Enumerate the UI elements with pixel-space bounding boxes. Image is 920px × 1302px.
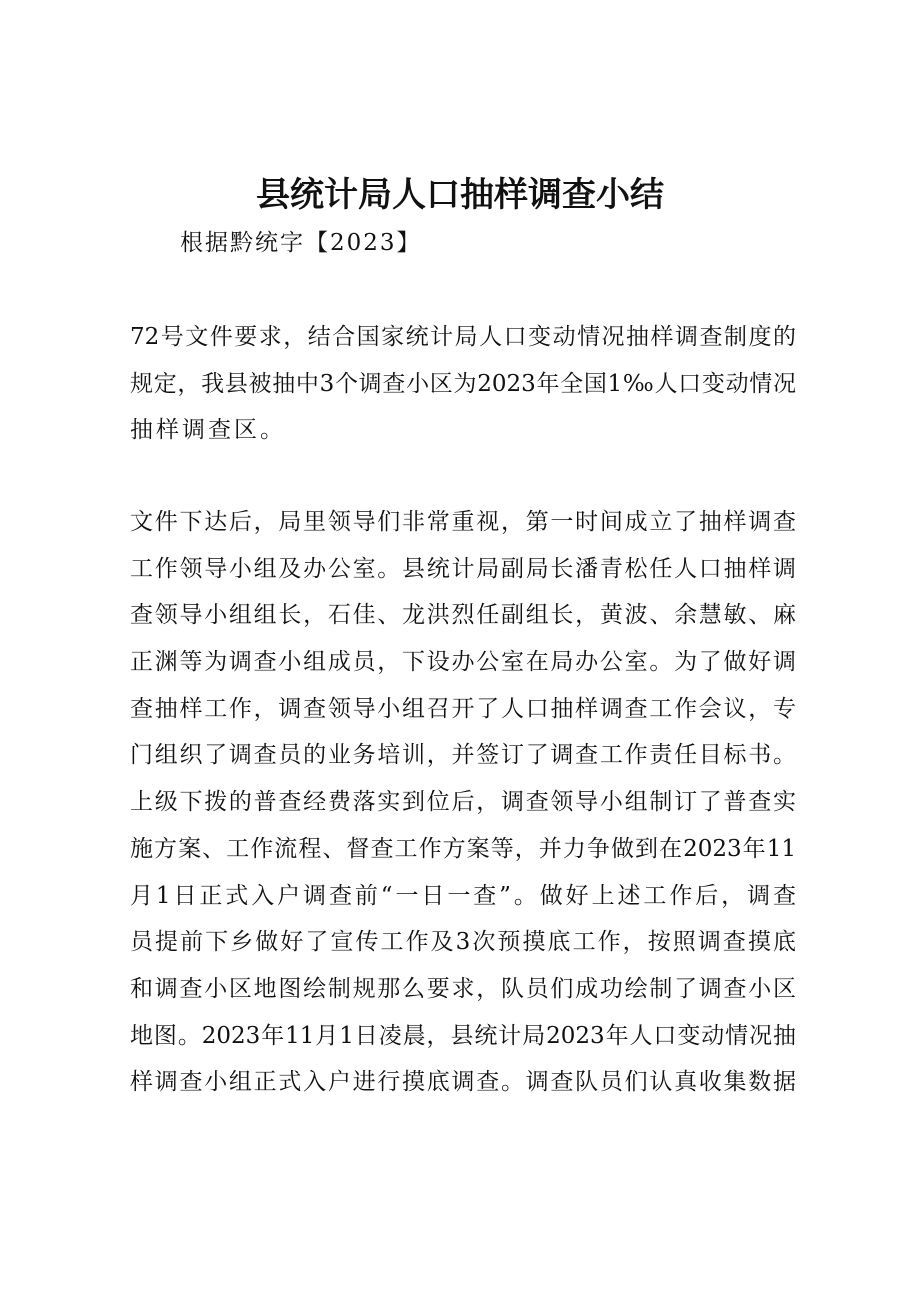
text-line: 月1日正式入户调查前“一日一查”。做好上述工作后，调查 [130, 882, 796, 909]
text-line: 员提前下乡做好了宣传工作及3次预摸底工作，按照调查摸底 [130, 929, 796, 956]
text-line: 查领导小组组长，石佳、龙洪烈任副组长，黄波、余慧敏、麻 [130, 602, 796, 629]
paragraph-1 [130, 314, 796, 454]
document-title: 县统计局人口抽样调查小结 [256, 175, 664, 215]
document-subtitle: 根据黔统字【2023】 [180, 230, 422, 256]
text-line: 工作领导小组及办公室。县统计局副局长潘青松任人口抽样调 [130, 555, 796, 582]
text-line: 施方案、工作流程、督查工作方案等，并力争做到在2023年11 [130, 835, 796, 862]
text-line: 样调查小组正式入户进行摸底调查。调查队员们认真收集数据 [130, 1069, 796, 1096]
text-line: 地图。2023年11月1日凌晨，县统计局2023年人口变动情况抽 [130, 1022, 796, 1049]
text-line: 抽样调查区。 [130, 417, 286, 444]
text-line: 72号文件要求，结合国家统计局人口变动情况抽样调查制度的 [130, 324, 796, 350]
text-line: 文件下达后，局里领导们非常重视，第一时间成立了抽样调查 [130, 509, 796, 535]
text-line: 门组织了调查员的业务培训，并签订了调查工作责任目标书。 [130, 742, 796, 769]
text-line: 正渊等为调查小组成员，下设办公室在局办公室。为了做好调 [130, 649, 796, 676]
text-line: 规定，我县被抽中3个调查小区为2023年全国1‰人口变动情况 [130, 370, 796, 397]
text-line: 和调查小区地图绘制规那么要求，队员们成功绘制了调查小区 [130, 975, 796, 1002]
text-line: 查抽样工作，调查领导小组召开了人口抽样调查工作会议，专 [130, 695, 796, 722]
paragraph-2 [130, 499, 796, 1106]
text-line: 上级下拨的普查经费落实到位后，调查领导小组制订了普查实 [130, 789, 796, 816]
